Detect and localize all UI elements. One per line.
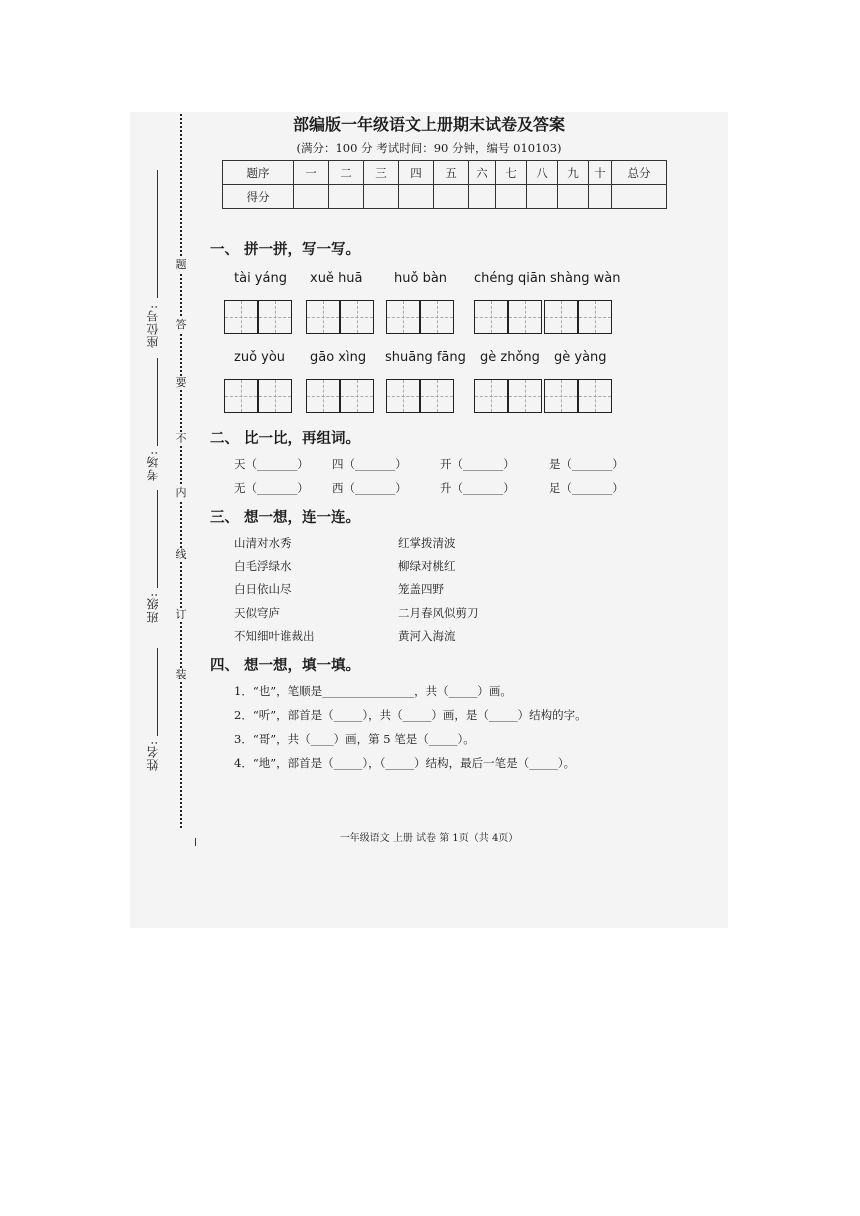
table-cell: 十	[589, 161, 612, 185]
table-cell: 三	[364, 161, 399, 185]
class-line	[157, 490, 158, 588]
pinyin-label: shàng wàn	[550, 271, 621, 286]
score-table	[222, 160, 667, 209]
table-cell: 九	[558, 161, 589, 185]
exam-title: 部编版一年级语文上册期末试卷及答案	[292, 115, 565, 134]
pinyin-label: zuǒ yòu	[234, 350, 286, 365]
table-cell: 八	[527, 161, 558, 185]
word-blank[interactable]: 天（_______）	[234, 457, 309, 471]
cut-char: 不	[175, 432, 187, 445]
cut-char: 答	[175, 318, 187, 331]
seat-number-line	[157, 170, 158, 298]
table-cell: 得分	[223, 185, 294, 209]
table-cell: 总分	[612, 161, 667, 185]
cut-char: 要	[175, 376, 187, 389]
score-cell[interactable]	[589, 185, 612, 209]
table-cell: 题序	[223, 161, 294, 185]
score-cell[interactable]	[434, 185, 469, 209]
tianzige-box[interactable]	[578, 300, 612, 334]
pinyin-label: gè zhǒng	[480, 350, 540, 365]
exam-subtitle: (满分：100 分 考试时间：90 分钟，编号 010103)	[296, 141, 562, 155]
table-row	[223, 161, 667, 185]
match-left-item[interactable]: 山清对水秀	[234, 536, 292, 550]
table-cell: 七	[496, 161, 527, 185]
score-cell[interactable]	[364, 185, 399, 209]
score-cell[interactable]	[558, 185, 589, 209]
word-blank[interactable]: 四（_______）	[332, 457, 407, 471]
match-left-item[interactable]: 白日依山尽	[234, 582, 292, 596]
tianzige-box[interactable]	[340, 300, 374, 334]
table-cell: 六	[469, 161, 496, 185]
page-mark	[195, 838, 196, 846]
match-right-item[interactable]: 二月春风似剪刀	[398, 606, 479, 620]
tianzige-row-2	[224, 379, 624, 413]
score-cell[interactable]	[469, 185, 496, 209]
match-right-item[interactable]: 红掌拨清波	[398, 536, 456, 550]
fill-question[interactable]: 2．“听”，部首是（_____），共（_____）画，是（_____）结构的字。	[234, 708, 587, 722]
match-right-item[interactable]: 黄河入海流	[398, 629, 456, 643]
tianzige-box[interactable]	[340, 379, 374, 413]
table-cell: 五	[434, 161, 469, 185]
section-1-title: 一、 拼一拼，写一写。	[210, 242, 361, 258]
tianzige-box[interactable]	[474, 379, 508, 413]
score-cell[interactable]	[612, 185, 667, 209]
word-blank[interactable]: 无（_______）	[234, 481, 309, 495]
table-cell: 四	[399, 161, 434, 185]
tianzige-box[interactable]	[508, 300, 542, 334]
tianzige-box[interactable]	[420, 379, 454, 413]
score-cell[interactable]	[329, 185, 364, 209]
name-label: 姓名:	[146, 740, 160, 772]
fill-question[interactable]: 1．“也”，笔顺是________________，共（_____）画。	[234, 684, 512, 698]
seat-number-label: 座位号:	[146, 304, 160, 349]
fill-question[interactable]: 3．“哥”，共（____）画，第 5 笔是（_____）。	[234, 732, 475, 746]
page-footer: 一年级语文 上册 试卷 第 1页（共 4页）	[339, 833, 519, 844]
cut-char: 装	[175, 668, 187, 681]
section-3-title: 三、 想一想，连一连。	[210, 510, 361, 526]
section-4-title: 四、 想一想，填一填。	[210, 658, 361, 674]
tianzige-box[interactable]	[544, 300, 578, 334]
binding-dotted-line	[180, 114, 182, 828]
match-left-item[interactable]: 不知细叶谁裁出	[234, 629, 315, 643]
tianzige-box[interactable]	[258, 300, 292, 334]
tianzige-box[interactable]	[258, 379, 292, 413]
score-cell[interactable]	[294, 185, 329, 209]
table-cell: 一	[294, 161, 329, 185]
tianzige-box[interactable]	[578, 379, 612, 413]
name-line	[157, 648, 158, 736]
match-right-item[interactable]: 柳绿对桃红	[398, 559, 456, 573]
match-right-item[interactable]: 笼盖四野	[398, 582, 444, 596]
section-2-title: 二、 比一比，再组词。	[210, 431, 361, 447]
pinyin-label: chéng qiān	[474, 271, 547, 286]
table-cell: 二	[329, 161, 364, 185]
tianzige-box[interactable]	[508, 379, 542, 413]
word-blank[interactable]: 升（_______）	[440, 481, 515, 495]
pinyin-label: shuāng fāng	[385, 350, 466, 365]
tianzige-box[interactable]	[386, 300, 420, 334]
pinyin-label: gè yàng	[554, 350, 607, 365]
word-blank[interactable]: 足（_______）	[549, 481, 624, 495]
match-left-item[interactable]: 天似穹庐	[234, 606, 280, 620]
tianzige-box[interactable]	[306, 379, 340, 413]
word-blank[interactable]: 是（_______）	[549, 457, 624, 471]
tianzige-row-1	[224, 300, 624, 334]
tianzige-box[interactable]	[224, 379, 258, 413]
exam-room-line	[157, 358, 158, 446]
fill-question[interactable]: 4．“地”，部首是（_____），（_____）结构，最后一笔是（_____）。	[234, 756, 576, 770]
score-cell[interactable]	[399, 185, 434, 209]
word-blank[interactable]: 西（_______）	[332, 481, 407, 495]
cut-char: 订	[175, 608, 187, 621]
pinyin-label: xuě huā	[310, 271, 363, 286]
cut-char: 内	[175, 486, 187, 499]
exam-room-label: 考场:	[146, 450, 160, 482]
score-cell[interactable]	[496, 185, 527, 209]
tianzige-box[interactable]	[386, 379, 420, 413]
pinyin-label: huǒ bàn	[394, 271, 448, 286]
tianzige-box[interactable]	[224, 300, 258, 334]
cut-char: 题	[175, 258, 187, 271]
pinyin-label: gāo xìng	[310, 350, 367, 365]
tianzige-box[interactable]	[544, 379, 578, 413]
score-cell[interactable]	[527, 185, 558, 209]
tianzige-box[interactable]	[420, 300, 454, 334]
pinyin-label: tài yáng	[234, 271, 287, 286]
tianzige-box[interactable]	[306, 300, 340, 334]
tianzige-box[interactable]	[474, 300, 508, 334]
word-blank[interactable]: 开（_______）	[440, 457, 515, 471]
cut-char: 线	[175, 548, 187, 561]
match-left-item[interactable]: 白毛浮绿水	[234, 559, 292, 573]
class-label: 班级:	[146, 592, 160, 624]
table-row	[223, 185, 667, 209]
exam-sheet	[130, 112, 728, 928]
